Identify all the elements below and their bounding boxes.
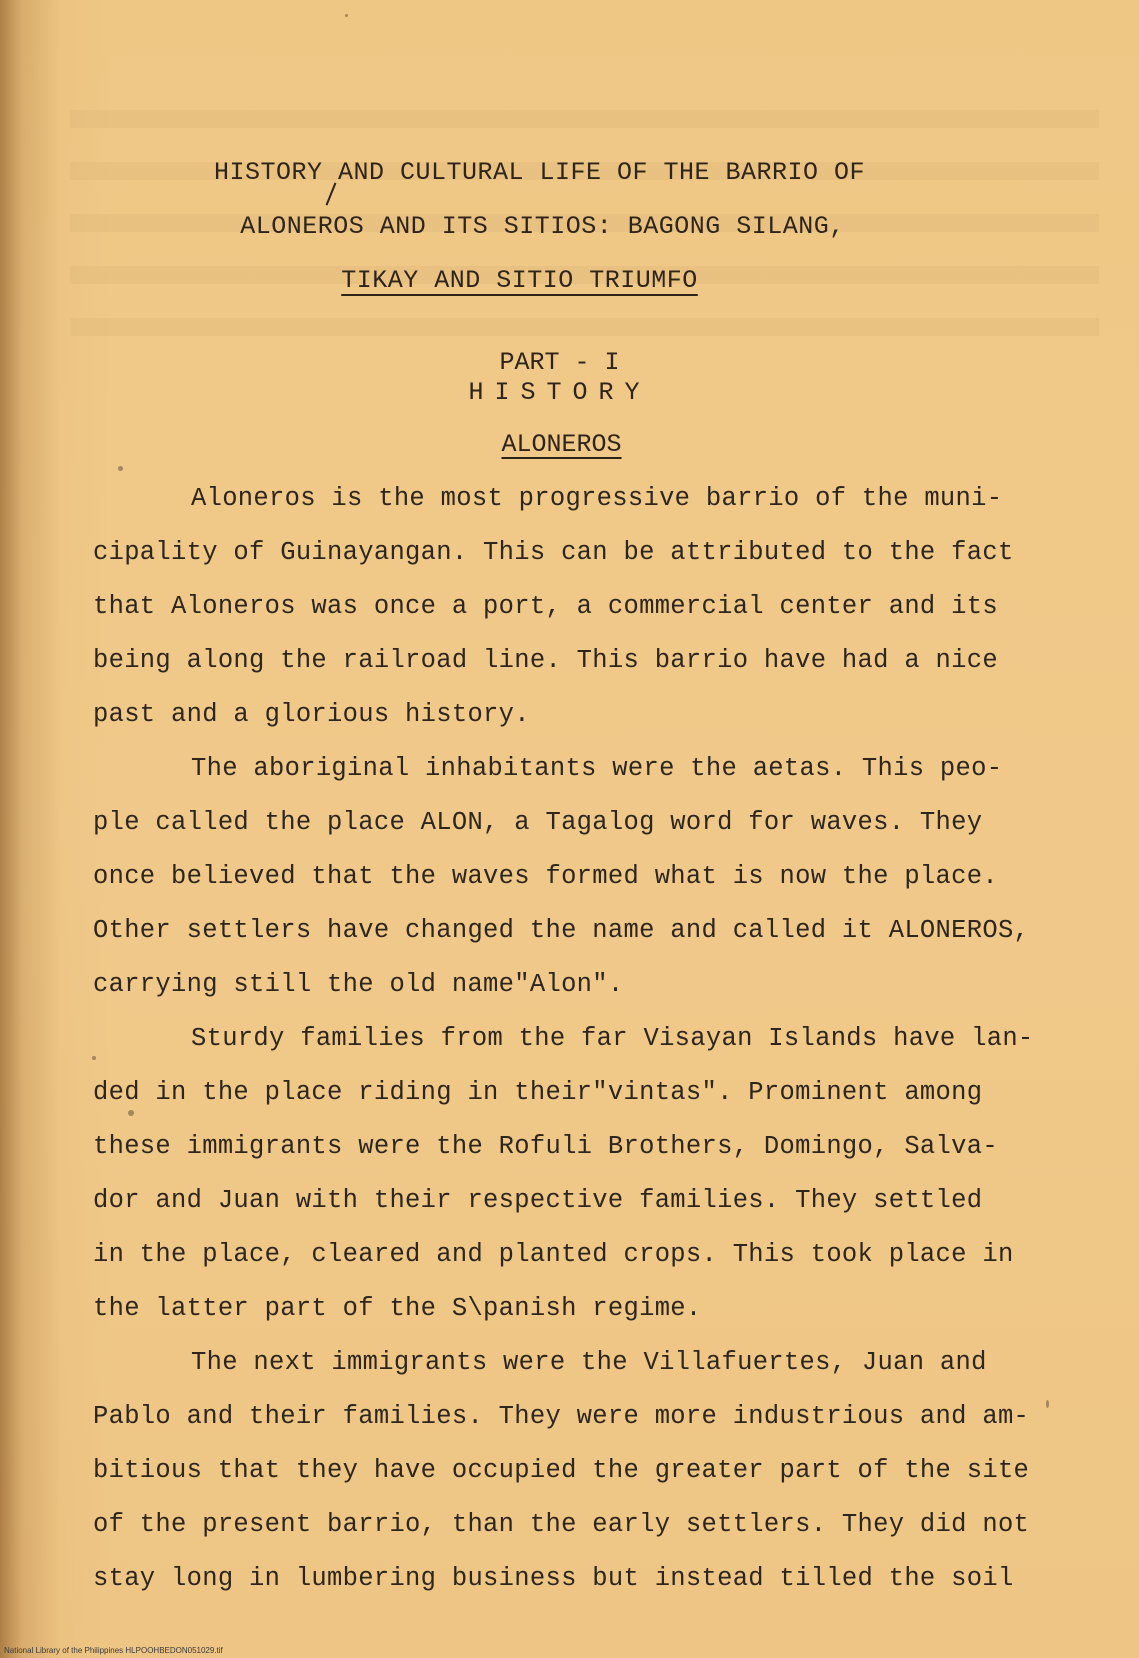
title-line-3: [0, 266, 1089, 295]
text-line: Sturdy families from the far Visayan Islands have lan-: [191, 1024, 1034, 1053]
paper-speck: [118, 466, 123, 471]
text-line: once believed that the waves formed what is now the place.: [93, 862, 998, 891]
text-line: that Aloneros was once a port, a commercial center and its: [93, 592, 998, 621]
paper-speck: [92, 1056, 96, 1060]
text-line: carrying still the old name"Alon".: [93, 970, 624, 999]
text-line: dor and Juan with their respective families. They settled: [93, 1186, 983, 1215]
section-heading: HISTORY: [468, 378, 651, 407]
part-heading: PART - I: [499, 348, 620, 377]
text-line: Aloneros is the most progressive barrio of the muni-: [191, 484, 1003, 513]
paper-speck: [128, 1110, 134, 1116]
body-text: [93, 472, 1093, 1606]
text-line: stay long in lumbering business but instead tilled the soil: [93, 1564, 1014, 1593]
text-line: past and a glorious history.: [93, 700, 530, 729]
text-line: in the place, cleared and planted crops. This took place in: [93, 1240, 1014, 1269]
text-line: Other settlers have changed the name and called it ALONEROS,: [93, 916, 1030, 945]
text-line: of the present barrio, than the early settlers. They did not: [93, 1510, 1030, 1539]
text-line: being along the railroad line. This barrio have had a nice: [93, 646, 998, 675]
title-line-2: ALONEROS AND ITS SITIOS: BAGONG SILANG,: [240, 212, 845, 241]
text-line: ple called the place ALON, a Tagalog word for waves. They: [93, 808, 983, 837]
scan-footer: National Library of the Philippines HLPOOHBEDON051029.tif: [4, 1646, 223, 1655]
title-line-3-text: TIKAY AND SITIO TRIUMFO: [341, 266, 698, 295]
text-line: bitious that they have occupied the greater part of the site: [93, 1456, 1030, 1485]
text-line: ded in the place riding in their"vintas". Prominent among: [93, 1078, 983, 1107]
text-line: cipality of Guinayangan. This can be attributed to the fact: [93, 538, 1014, 567]
text-line: The next immigrants were the Villafuertes, Juan and: [191, 1348, 987, 1377]
subsection-heading-text: ALONEROS: [501, 430, 622, 459]
text-line: Pablo and their families. They were more industrious and am-: [93, 1402, 1030, 1431]
text-line: the latter part of the S\panish regime.: [93, 1294, 702, 1323]
paper-speck: [345, 14, 348, 17]
paper-speck: [1046, 1400, 1049, 1408]
subsection-heading: [0, 430, 1131, 459]
title-line-1: HISTORY AND CULTURAL LIFE OF THE BARRIO OF: [213, 158, 866, 187]
text-line: The aboriginal inhabitants were the aetas. This peo-: [191, 754, 1003, 783]
text-line: these immigrants were the Rofuli Brothers, Domingo, Salva-: [93, 1132, 998, 1161]
